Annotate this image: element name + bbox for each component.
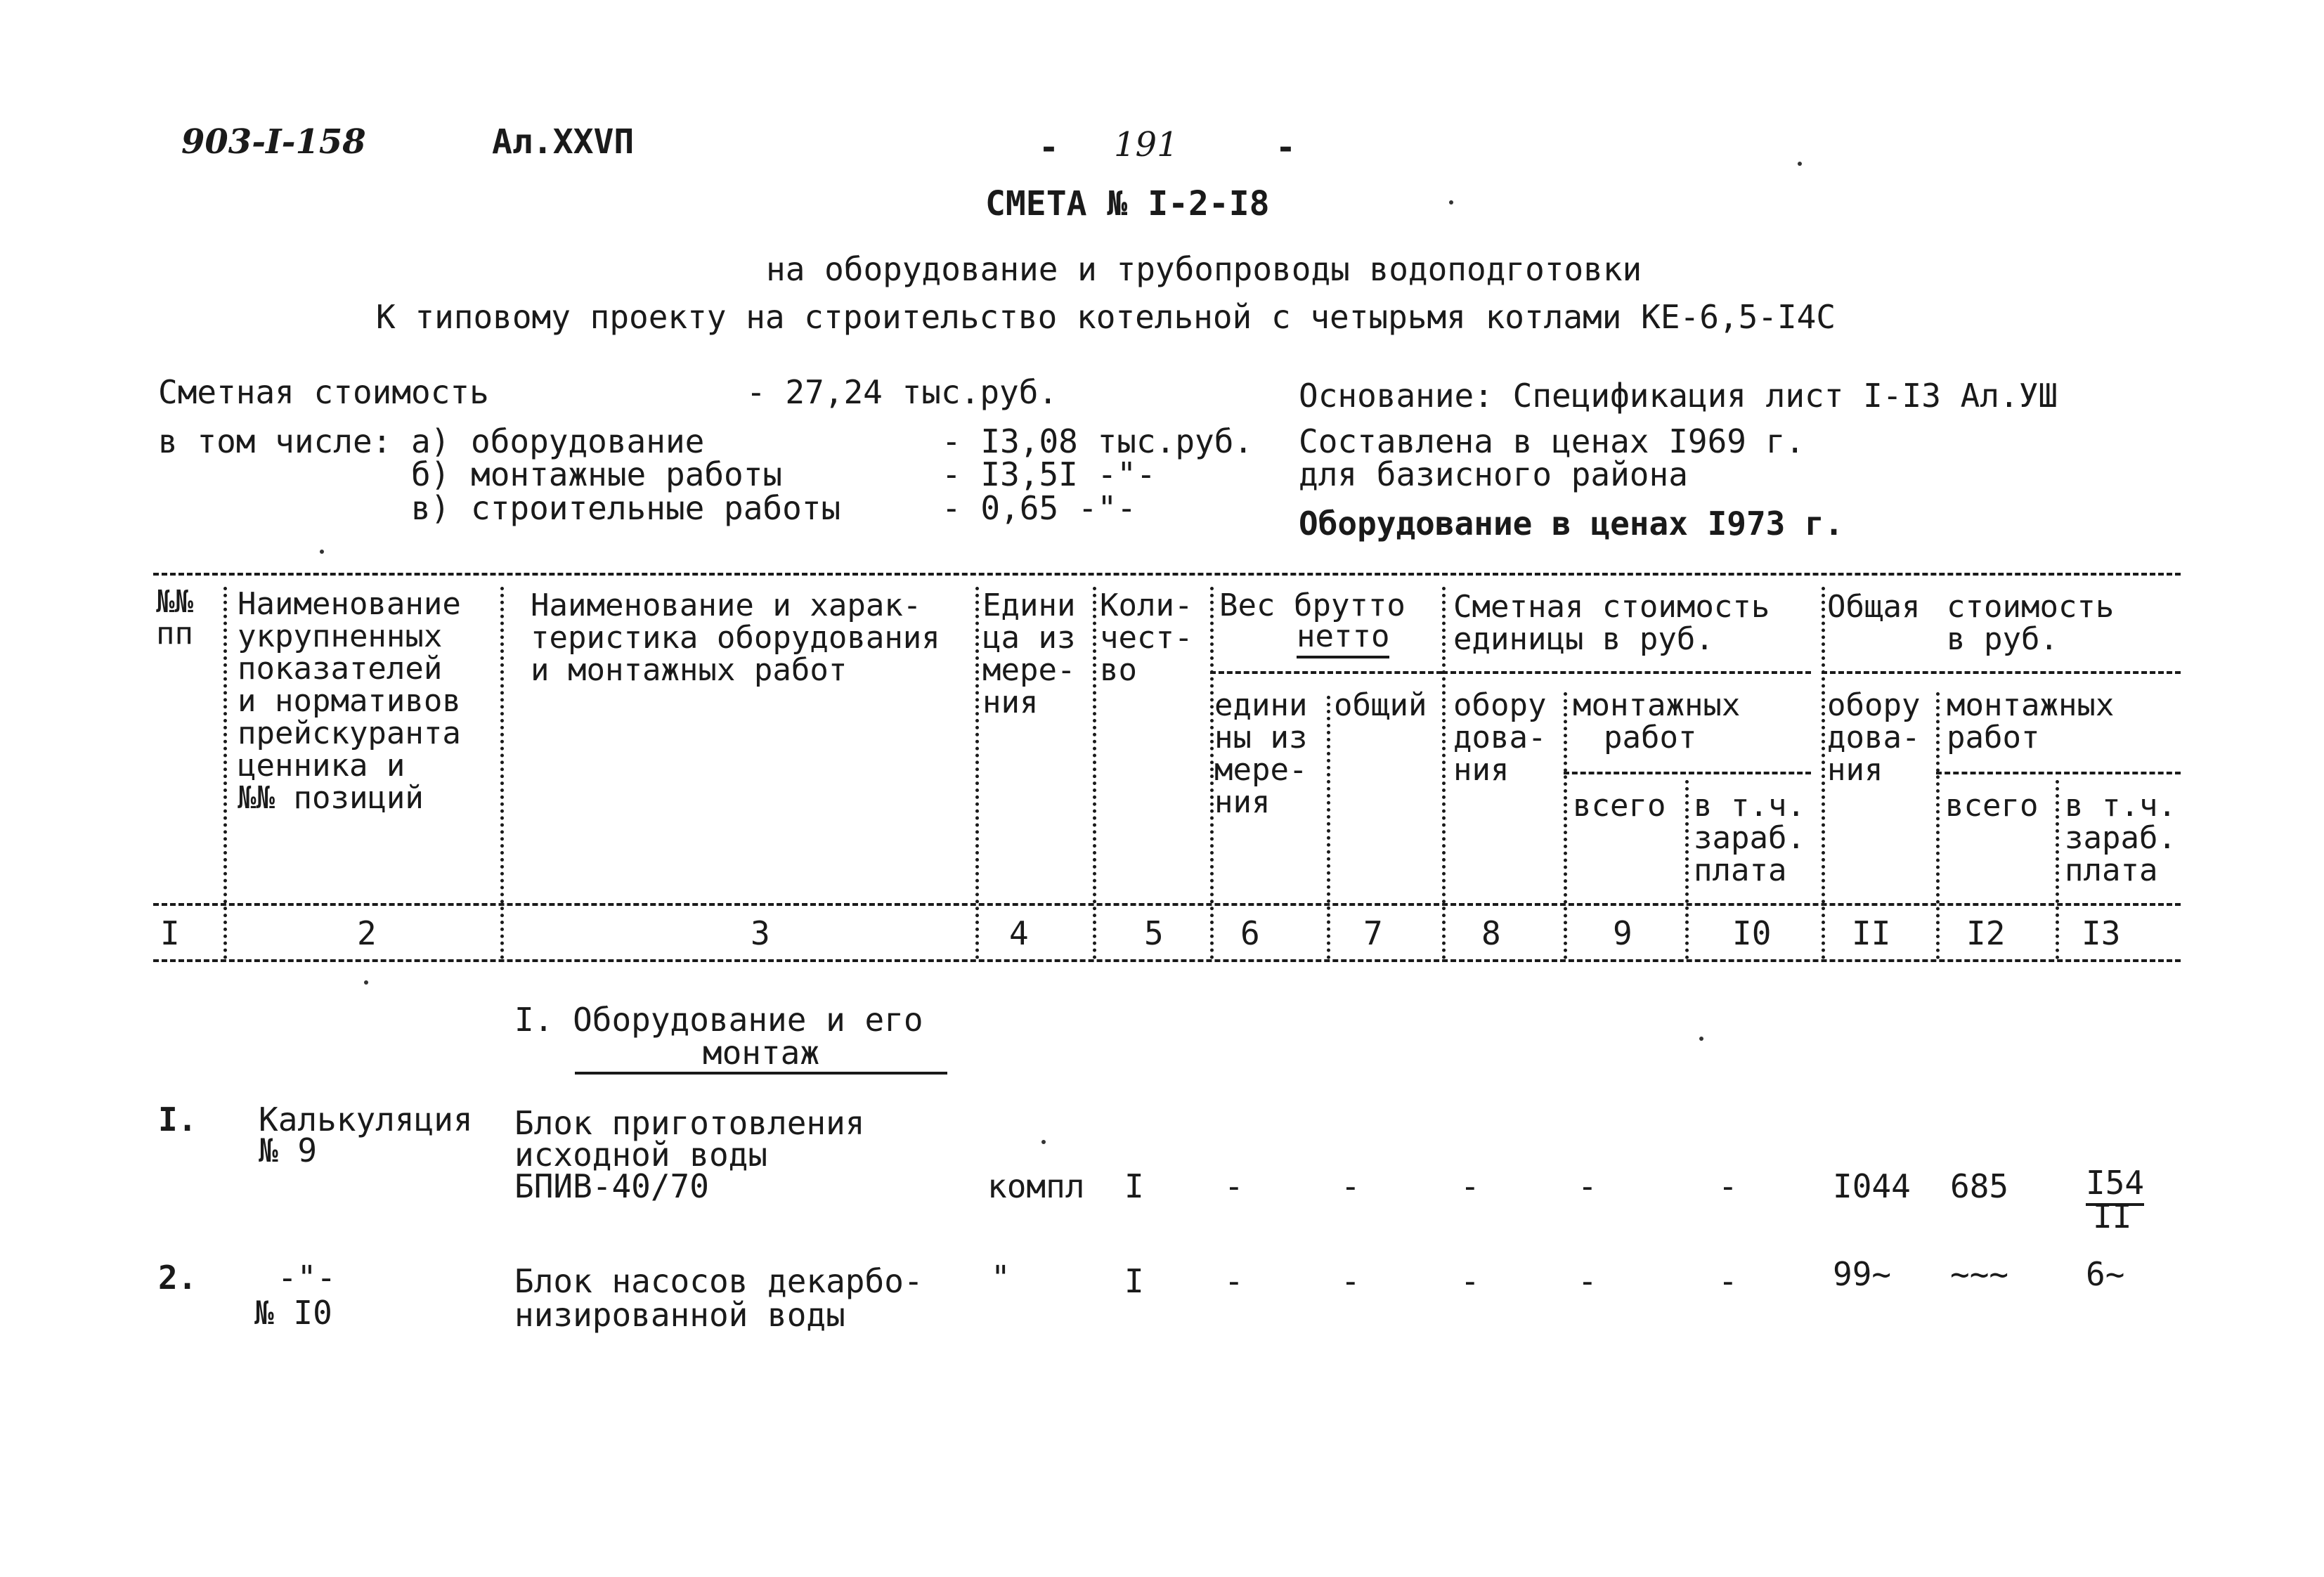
row1-basis-line1: Калькуляция xyxy=(259,1101,473,1138)
header-c5-line3: во xyxy=(1100,652,1137,688)
row2-qty: I xyxy=(1124,1262,1144,1300)
item-a-value: - I3,08 тыс.руб. xyxy=(942,422,1254,460)
header-c11-line1: обору xyxy=(1827,687,1921,723)
album-number: Ал.XXVП xyxy=(492,122,635,162)
row2-c7: - xyxy=(1341,1262,1361,1300)
item-c-value: - 0,65 -"- xyxy=(942,489,1136,527)
header-c10-line2: зараб. xyxy=(1694,820,1805,856)
header-mount2-line2: работ xyxy=(1947,720,2040,755)
header-c6-line4: ния xyxy=(1214,784,1271,820)
colnum-8: 8 xyxy=(1481,914,1501,952)
header-c13-line1: в т.ч. xyxy=(2065,788,2176,824)
colnum-7: 7 xyxy=(1363,914,1383,952)
row2-basis-line1: -"- xyxy=(278,1259,337,1297)
page-number: 191 xyxy=(1114,125,1179,164)
header-weight: Вес брутто xyxy=(1219,588,1406,623)
row2-num: 2. xyxy=(158,1259,197,1297)
row1-c13: I54 xyxy=(2086,1167,2144,1199)
basis-text: Основание: Спецификация лист I-I3 Ал.УШ xyxy=(1299,377,2058,415)
region-text: для базисного района xyxy=(1299,455,1688,493)
row1-qty: I xyxy=(1124,1167,1144,1205)
row2-c9: - xyxy=(1578,1262,1597,1300)
header-c1-line2: пп xyxy=(156,616,193,651)
row1-name-line1: Блок приготовления xyxy=(514,1104,865,1142)
row2-c6: - xyxy=(1224,1262,1244,1300)
header-c9: всего xyxy=(1573,788,1666,824)
row1-basis-line2: № 9 xyxy=(259,1131,318,1169)
header-c2-line7: №№ позиций xyxy=(238,780,424,816)
row1-unit: компл xyxy=(987,1167,1085,1205)
header-mount2-line1: монтажных xyxy=(1947,687,2115,723)
scan-speck xyxy=(1699,1037,1703,1041)
header-c4-line1: Едини xyxy=(982,588,1076,623)
total-cost-value: - 27,24 тыс.руб. xyxy=(746,373,1058,411)
row2-c12: ~~~ xyxy=(1950,1255,2009,1293)
header-unit-cost-line1: Сметная стоимость xyxy=(1453,589,1770,625)
header-c8-line2: дова- xyxy=(1453,720,1547,755)
row1-c11: I044 xyxy=(1833,1167,1911,1205)
header-c13-line3: плата xyxy=(2065,852,2158,888)
header-c4-line3: мере- xyxy=(982,652,1076,688)
header-c2-line1: Наименование xyxy=(238,586,461,622)
header-mount-line2: работ xyxy=(1604,720,1697,755)
item-b-letter: б) xyxy=(411,455,450,493)
row1-name-line2: исходной воды xyxy=(514,1136,768,1174)
row2-basis-line2: № I0 xyxy=(254,1294,332,1332)
header-c2-line3: показателей xyxy=(238,651,443,687)
colnum-9: 9 xyxy=(1613,914,1632,952)
scan-speck xyxy=(364,980,368,985)
row2-c11: 99~ xyxy=(1833,1255,1892,1293)
section-title-line1: I. Оборудование и его xyxy=(514,1001,923,1039)
row2-c13: 6~ xyxy=(2086,1255,2125,1293)
header-mount-line1: монтажных xyxy=(1573,687,1741,723)
row2-name-line2: низированной воды xyxy=(514,1296,845,1334)
header-c7: общий xyxy=(1334,687,1427,723)
total-cost-label: Сметная стоимость xyxy=(158,373,489,411)
document-code: 903-I-158 xyxy=(181,122,366,162)
item-b-value: - I3,5I -"- xyxy=(942,455,1156,493)
price-year-text: Составлена в ценах I969 г. xyxy=(1299,422,1805,460)
project-description: К типовому проекту на строительство котельной с четырьмя котлами КЕ-6,5-I4С xyxy=(376,298,1836,336)
colnum-1: I xyxy=(160,914,180,952)
row1-c12: 685 xyxy=(1950,1167,2009,1205)
item-a-letter: а) xyxy=(411,422,450,460)
colnum-12: I2 xyxy=(1966,914,2006,952)
header-c2-line5: прейскуранта xyxy=(238,715,461,751)
header-c11-line3: ния xyxy=(1827,752,1883,788)
header-c1-line1: №№ xyxy=(156,584,193,620)
header-c6-line3: мере- xyxy=(1214,752,1308,788)
scan-speck xyxy=(320,550,324,554)
scan-speck xyxy=(1041,1140,1046,1144)
header-unit-cost-line2: единицы в руб. xyxy=(1453,621,1714,657)
row1-c9: - xyxy=(1578,1167,1597,1205)
row1-num: I. xyxy=(158,1101,197,1138)
row1-name-line3: БПИВ-40/70 xyxy=(514,1167,709,1205)
colnum-4: 4 xyxy=(1009,914,1029,952)
header-c8-line3: ния xyxy=(1453,752,1510,788)
header-c4-line2: ца из xyxy=(982,620,1076,656)
header-c11-line2: дова- xyxy=(1827,720,1921,755)
header-c8-line1: обору xyxy=(1453,687,1547,723)
header-c10-line3: плата xyxy=(1694,852,1787,888)
equipment-price-year: Оборудование в ценах I973 г. xyxy=(1299,505,1844,543)
header-c5-line1: Коли- xyxy=(1100,588,1193,623)
section-title-line2: монтаж xyxy=(575,1037,947,1075)
row2-name-line1: Блок насосов декарбо- xyxy=(514,1262,923,1300)
header-c13-line2: зараб. xyxy=(2065,820,2176,856)
row1-c13b: II xyxy=(2093,1198,2132,1235)
including-label: в том числе: xyxy=(158,422,392,460)
header-c6-line1: едини xyxy=(1214,687,1308,723)
page-dash-left: - xyxy=(1039,128,1059,167)
header-c2-line4: и нормативов xyxy=(238,683,461,719)
item-a-name: оборудование xyxy=(471,422,705,460)
header-c3-line3: и монтажных работ xyxy=(531,652,848,688)
colnum-2: 2 xyxy=(357,914,377,952)
header-c6-line2: ны из xyxy=(1214,720,1308,755)
colnum-10: I0 xyxy=(1732,914,1772,952)
row1-c10: - xyxy=(1718,1167,1738,1205)
header-total-cost-b-line1: стоимость xyxy=(1947,589,2115,625)
item-c-name: строительные работы xyxy=(471,489,841,527)
item-b-name: монтажные работы xyxy=(471,455,783,493)
colnum-13: I3 xyxy=(2082,914,2121,952)
row1-c6: - xyxy=(1224,1167,1244,1205)
header-c2-line6: ценника и xyxy=(238,748,405,784)
row2-c10: - xyxy=(1718,1262,1738,1300)
header-weight-net: нетто xyxy=(1297,621,1389,652)
header-c3-line2: теристика оборудования xyxy=(531,620,940,656)
row1-c8: - xyxy=(1460,1167,1480,1205)
estimate-heading: СМЕТА № I-2-I8 xyxy=(985,184,1270,223)
scan-speck xyxy=(1798,162,1802,166)
scan-speck xyxy=(1449,200,1453,205)
header-c2-line2: укрупненных xyxy=(238,618,443,654)
row2-unit: " xyxy=(991,1259,1011,1297)
header-c12: всего xyxy=(1945,788,2039,824)
header-total-cost-a: Общая xyxy=(1827,589,1921,625)
item-c-letter: в) xyxy=(411,489,450,527)
estimate-subject: на оборудование и трубопроводы водоподготовки xyxy=(766,250,1642,288)
header-total-cost-b-line2: в руб. xyxy=(1947,621,2058,657)
colnum-6: 6 xyxy=(1240,914,1260,952)
row2-c8: - xyxy=(1460,1262,1480,1300)
header-c4-line4: ния xyxy=(982,684,1039,720)
header-c10-line1: в т.ч. xyxy=(1694,788,1805,824)
page-dash-right: - xyxy=(1275,128,1296,167)
header-c5-line2: чест- xyxy=(1100,620,1193,656)
colnum-3: 3 xyxy=(751,914,770,952)
row1-c7: - xyxy=(1341,1167,1361,1205)
colnum-11: II xyxy=(1852,914,1891,952)
header-c3-line1: Наименование и харак- xyxy=(531,588,922,623)
colnum-5: 5 xyxy=(1144,914,1164,952)
